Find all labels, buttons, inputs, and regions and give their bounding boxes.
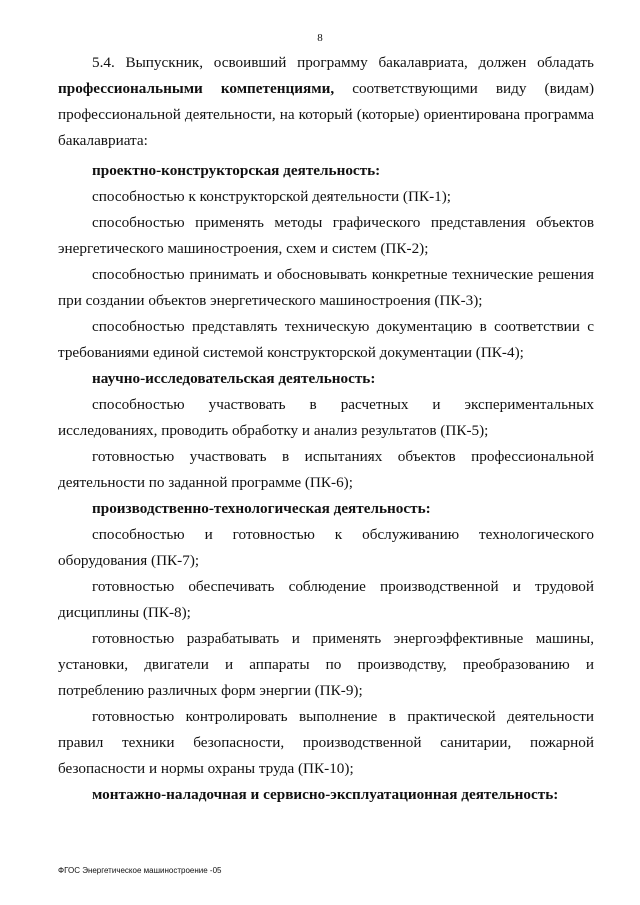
- competence-pk-8: готовностью обеспечивать соблюдение производственной и трудовой дисциплины (ПК-8);: [58, 578, 594, 621]
- section-title-design: проектно-конструкторская деятельность:: [92, 162, 381, 179]
- page-number: 8: [317, 32, 323, 44]
- intro-text-end: соответствующими виду (видам) профессиональной деятельности, на который (которые) ориентирована программа бакалавриата:: [58, 80, 595, 149]
- page-footer: ФГОС Энергетическое машиностроение -05: [58, 866, 222, 875]
- competence-pk-10: готовностью контролировать выполнение в практической деятельности правил техники безопасности, производственной санитарии, пожарной безопасности и нормы охраны труда (ПК-10);: [58, 708, 594, 777]
- competence-pk-2: способностью применять методы графического представления объектов энергетического машиностроения, схем и систем (ПК-2);: [58, 214, 594, 257]
- section-title-production: производственно-технологическая деятельность:: [92, 500, 431, 517]
- competence-pk-5: способностью участвовать в расчетных и экспериментальных исследованиях, проводить обработку и анализ результатов (ПК-5);: [58, 396, 594, 439]
- document-body: [58, 50, 594, 808]
- intro-text-start: 5.4. Выпускник, освоивший программу бакалавриата, должен обладать: [92, 54, 594, 71]
- intro-bold-term: профессиональными компетенциями,: [58, 80, 335, 97]
- competence-pk-7: способностью и готовностью к обслуживанию технологического оборудования (ПК-7);: [58, 526, 594, 569]
- competence-pk-4: способностью представлять техническую документацию в соответствии с требованиями единой системой конструкторской документации (ПК-4);: [58, 318, 594, 361]
- competence-pk-3: способностью принимать и обосновывать конкретные технические решения при создании объектов энергетического машиностроения (ПК-3);: [58, 266, 594, 309]
- section-title-research: научно-исследовательская деятельность:: [92, 370, 376, 387]
- intro-paragraph: [58, 50, 594, 154]
- competence-pk-1: способностью к конструкторской деятельности (ПК-1);: [92, 188, 451, 205]
- competence-pk-6: готовностью участвовать в испытаниях объектов профессиональной деятельности по заданной программе (ПК-6);: [58, 448, 594, 491]
- competence-pk-9: готовностью разрабатывать и применять энергоэффективные машины, установки, двигатели и аппараты по производству, преобразованию и потреблению различных форм энергии (ПК-9);: [58, 630, 594, 699]
- section-title-installation: монтажно-наладочная и сервисно-эксплуатационная деятельность:: [92, 786, 559, 803]
